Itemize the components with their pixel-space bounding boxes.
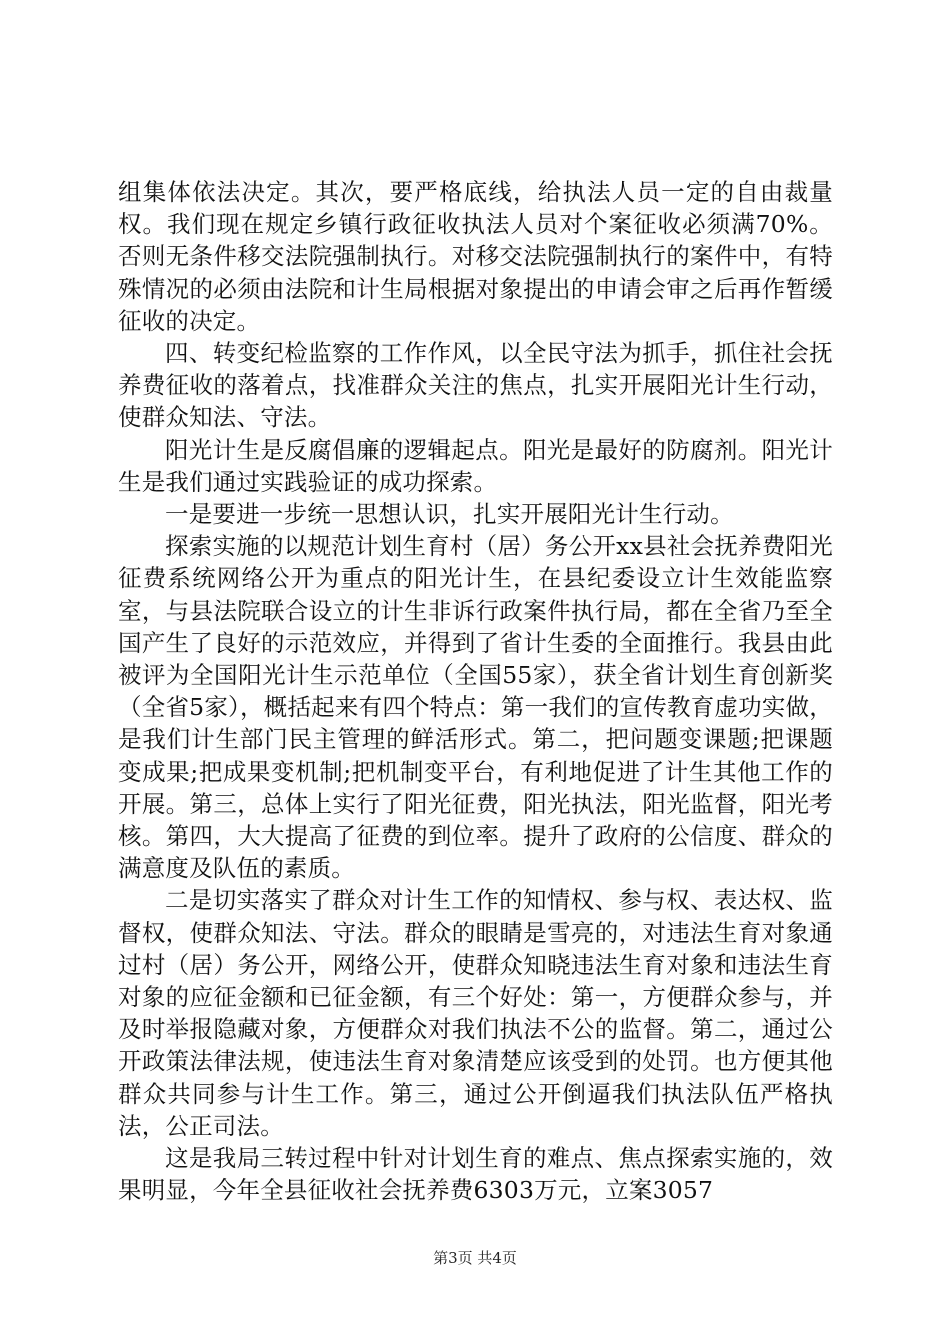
paragraph-4: 一是要进一步统一思想认识，扎实开展阳光计生行动。 xyxy=(165,500,734,529)
page-number-footer: 第3页 共4页 xyxy=(433,1249,517,1267)
paragraph-2: 四、转变纪检监察的工作作风，以全民守法为抓手，抓住社会抚养费征收的落着点，找准群众关注的焦点，扎实开展阳光计生行动，使群众知法、守法。 xyxy=(118,339,833,432)
paragraph-6: 二是切实落实了群众对计生工作的知情权、参与权、表达权、监督权，使群众知法、守法。群众的眼睛是雪亮的，对违法生育对象通过村（居）务公开，网络公开，使群众知晓违法生育对象和违法生育对象的应征金额和已征金额，有三个好处：第一，方便群众参与，并及时举报隐藏对象，方便群众对我们执法不公的监督。第二，通过公开政策法律法规，使违法生育对象清楚应该受到的处罚。也方便其他群众共同参与计生工作。第三，通过公开倒逼我们执法队伍严格执法，公正司法。 xyxy=(118,886,833,1140)
paragraph-3: 阳光计生是反腐倡廉的逻辑起点。阳光是最好的防腐剂。阳光计生是我们通过实践验证的成功探索。 xyxy=(118,435,833,496)
paragraph-5: 探索实施的以规范计划生育村（居）务公开xx县社会抚养费阳光征费系统网络公开为重点的阳光计生，在县纪委设立计生效能监察室，与县法院联合设立的计生非诉行政案件执行局，都在全省乃至全国产生了良好的示范效应，并得到了省计生委的全面推行。我县由此被评为全国阳光计生示范单位（全国55家），获全省计划生育创新奖（全省5家），概括起来有四个特点：第一我们的宣传教育虚功实做，是我们计生部门民主管理的鲜活形式。第二，把问题变课题;把课题变成果;把成果变机制;把机制变平台，有利地促进了计生其他工作的开展。第三，总体上实行了阳光征费，阳光执法，阳光监督，阳光考核。第四，大大提高了征费的到位率。提升了政府的公信度、群众的满意度及队伍的素质。 xyxy=(118,532,833,883)
paragraph-7: 这是我局三转过程中针对计划生育的难点、焦点探索实施的，效果明显，今年全县征收社会抚养费6303万元，立案3057 xyxy=(118,1144,833,1205)
document-body xyxy=(118,176,833,1207)
paragraph-1: 组集体依法决定。其次，要严格底线，给执法人员一定的自由裁量权。我们现在规定乡镇行政征收执法人员对个案征收必须满70%。否则无条件移交法院强制执行。对移交法院强制执行的案件中，有特殊情况的必须由法院和计生局根据对象提出的申请会审之后再作暂缓征收的决定。 xyxy=(118,178,833,335)
